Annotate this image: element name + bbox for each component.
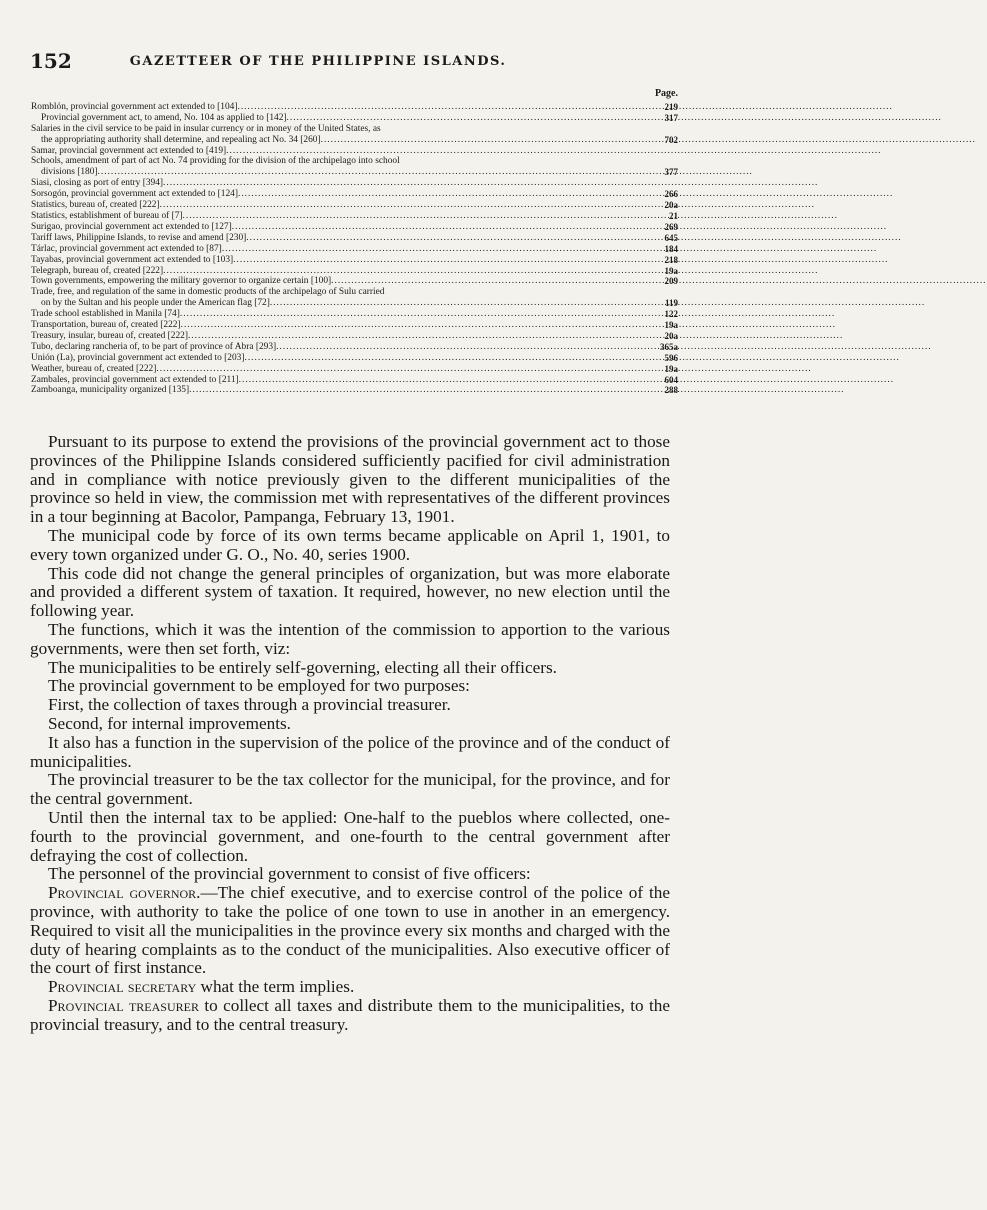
entry-page: 645 bbox=[664, 232, 678, 243]
entry-page: 288 bbox=[664, 385, 678, 396]
index-entry bbox=[31, 200, 678, 211]
entry-text: Unión (La), provincial government act extended to [203] bbox=[31, 352, 245, 363]
index-entry bbox=[31, 276, 678, 287]
section-heading: Provincial treasurer bbox=[48, 995, 199, 1015]
paragraph bbox=[30, 978, 670, 997]
index-entry bbox=[31, 146, 678, 157]
index-entry bbox=[31, 331, 678, 342]
entry-text: Telegraph, bureau of, created [222] bbox=[31, 265, 164, 276]
entry-text: Surigao, provincial government act extended to [127] bbox=[31, 221, 232, 232]
entry-page: 269 bbox=[664, 221, 678, 232]
index-entry bbox=[31, 233, 678, 244]
entry-text: Tayabas, provincial government act extended to [103] bbox=[31, 254, 234, 265]
paragraph: The functions, which it was the intention of the commission to apportion to the various governments, were then set forth, viz: bbox=[30, 619, 670, 658]
entry-text: Provincial government act, to amend, No. 104 as applied to [142] bbox=[41, 112, 287, 123]
index-entry bbox=[31, 375, 678, 386]
paragraph: The provincial government to be employed for two purposes: bbox=[48, 676, 470, 696]
index-entry bbox=[31, 353, 678, 364]
index-entry bbox=[31, 309, 678, 320]
index-entry bbox=[31, 287, 678, 309]
entry-page: 19a bbox=[664, 320, 678, 331]
entry-page: 266 bbox=[664, 189, 678, 200]
entry-text: Treasury, insular, bureau of, created [222] bbox=[31, 330, 188, 341]
page-number: 152 bbox=[30, 49, 72, 73]
paragraph: Until then the internal tax to be applied: One-half to the pueblos where collected, one-fourth to the provincial government, and one-fourth to the central government after defraying the cost of collection. bbox=[30, 807, 670, 865]
entry-page: 122 bbox=[664, 309, 678, 320]
index-entry bbox=[31, 385, 678, 396]
entry-text: Tárlac, provincial government act extended to [87] bbox=[31, 243, 222, 254]
entry-page: 219 bbox=[664, 101, 678, 112]
entry-page: 377 bbox=[664, 167, 678, 178]
index-entry bbox=[31, 364, 678, 375]
entry-text: Statistics, bureau of, created [222] bbox=[31, 200, 160, 211]
section-text: to collect all taxes and distribute them to the municipalities, to the provincial treasury, and to the central treasury. bbox=[30, 995, 670, 1034]
entry-page: 184 bbox=[664, 243, 678, 254]
index-entry bbox=[31, 222, 678, 233]
section-heading: Provincial governor. bbox=[48, 883, 201, 903]
entry-text-line1: Trade, free, and regulation of the same in domestic products of the archipelago of Sulu carried bbox=[31, 287, 385, 298]
entry-text-line1: Schools, amendment of part of act No. 74 providing for the division of the archipelago into school bbox=[31, 156, 400, 167]
index-entry bbox=[31, 156, 678, 178]
entry-text: Tubo, declaring rancheria of, to be part of province of Abra [293] bbox=[31, 341, 277, 352]
index-entry bbox=[31, 124, 678, 146]
page-column-label: Page. bbox=[654, 88, 678, 99]
entry-text: Town governments, empowering the military governor to organize certain [100] bbox=[31, 276, 332, 287]
index-entry bbox=[31, 178, 678, 189]
entry-text-line1: Salaries in the civil service to be paid in insular currency or in money of the United States, as bbox=[31, 123, 381, 134]
index-entry bbox=[31, 211, 678, 222]
paragraph: The provincial treasurer to be the tax collector for the municipal, for the province, and for the central government. bbox=[30, 770, 670, 809]
index-entry bbox=[31, 189, 678, 200]
page-header bbox=[30, 47, 678, 75]
entry-text: Weather, bureau of, created [222] bbox=[31, 363, 157, 374]
paragraph: Second, for internal improvements. bbox=[48, 713, 291, 733]
entry-page: 317 bbox=[664, 112, 678, 123]
index-entry bbox=[31, 266, 678, 277]
entry-page: 365a bbox=[660, 341, 678, 352]
paragraph bbox=[30, 884, 670, 978]
paragraph bbox=[30, 997, 670, 1035]
entry-text: Tariff laws, Philippine Islands, to revise and amend [230] bbox=[31, 232, 247, 243]
entry-page: 596 bbox=[664, 352, 678, 363]
entry-text: Transportation, bureau of, created [222] bbox=[31, 320, 181, 331]
paragraph: The municipal code by force of its own terms became applicable on April 1, 1901, to every town organized under G. O., No. 40, series 1900. bbox=[30, 525, 670, 564]
section-heading: Provincial secretary bbox=[48, 977, 197, 997]
index-list bbox=[31, 89, 678, 396]
body-text bbox=[30, 433, 670, 1035]
paragraph: The personnel of the provincial government to consist of five officers: bbox=[48, 864, 531, 884]
entry-text-line2: the appropriating authority shall determine, and repealing act No. 34 [260] bbox=[41, 134, 321, 145]
entry-page: 209 bbox=[664, 276, 678, 287]
section-text: —The chief executive, and to exercise control of the police of the province, with authority to take the police of one town to use in another in an emergency. Required to visit all the municipalities in the province every six months and charged with the duty of hearing complaints as to the conduct of the municipalities. Also executive officer of the court of first instance. bbox=[30, 883, 670, 978]
index-entry bbox=[31, 320, 678, 331]
running-head: GAZETTEER OF THE PHILIPPINE ISLANDS. bbox=[129, 53, 507, 69]
entry-page: 218 bbox=[664, 254, 678, 265]
entry-text: Trade school established in Manila [74] bbox=[31, 309, 180, 320]
section-text: what the term implies. bbox=[196, 977, 355, 997]
entry-text: Siasi, closing as port of entry [394] bbox=[31, 178, 164, 189]
entry-page: 20a bbox=[664, 200, 678, 211]
entry-text: Zambales, provincial government act extended to [211] bbox=[31, 374, 239, 385]
entry-text-line2: divisions [180] bbox=[41, 167, 98, 178]
entry-text: Zamboanga, municipality organized [135] bbox=[31, 385, 190, 396]
entry-page: 119 bbox=[664, 298, 678, 309]
entry-page: 20a bbox=[664, 330, 678, 341]
index-entry bbox=[31, 113, 678, 124]
entry-page: 702 bbox=[664, 134, 678, 145]
entry-text: Statistics, establishment of bureau of [7] bbox=[31, 210, 183, 221]
entry-text: Romblón, provincial government act extended to [104] bbox=[31, 101, 238, 112]
paragraph: Pursuant to its purpose to extend the provisions of the provincial government act to those provinces of the Philippine Islands considered sufficiently pacified for civil administration and in compliance with notice previously given to the different municipalities of the province so held in view, the commission met with representatives of the different provinces in a tour beginning at Bacolor, Pampanga, February 13, 1901. bbox=[30, 432, 670, 527]
paragraph: First, the collection of taxes through a provincial treasurer. bbox=[48, 695, 451, 715]
entry-text: Sorsogón, provincial government act extended to [124] bbox=[31, 189, 238, 200]
entry-page: 604 bbox=[664, 374, 678, 385]
index-entry bbox=[31, 102, 678, 113]
index-entry bbox=[31, 244, 678, 255]
index-entry bbox=[31, 342, 678, 353]
entry-text: Samar, provincial government act extended to [419] bbox=[31, 145, 227, 156]
paragraph: It also has a function in the supervision of the police of the province and of the conduct of municipalities. bbox=[30, 732, 670, 771]
entry-page: 21 bbox=[669, 210, 678, 221]
paragraph: This code did not change the general principles of organization, but was more elaborate and provided a different system of taxation. It required, however, no new election until the following year. bbox=[30, 563, 670, 621]
paragraph: The municipalities to be entirely self-governing, electing all their officers. bbox=[48, 657, 557, 677]
index-entry bbox=[31, 255, 678, 266]
entry-page: 19a bbox=[664, 265, 678, 276]
entry-text-line2: on by the Sultan and his people under the American flag [72] bbox=[41, 298, 270, 309]
entry-page: 19a bbox=[664, 363, 678, 374]
